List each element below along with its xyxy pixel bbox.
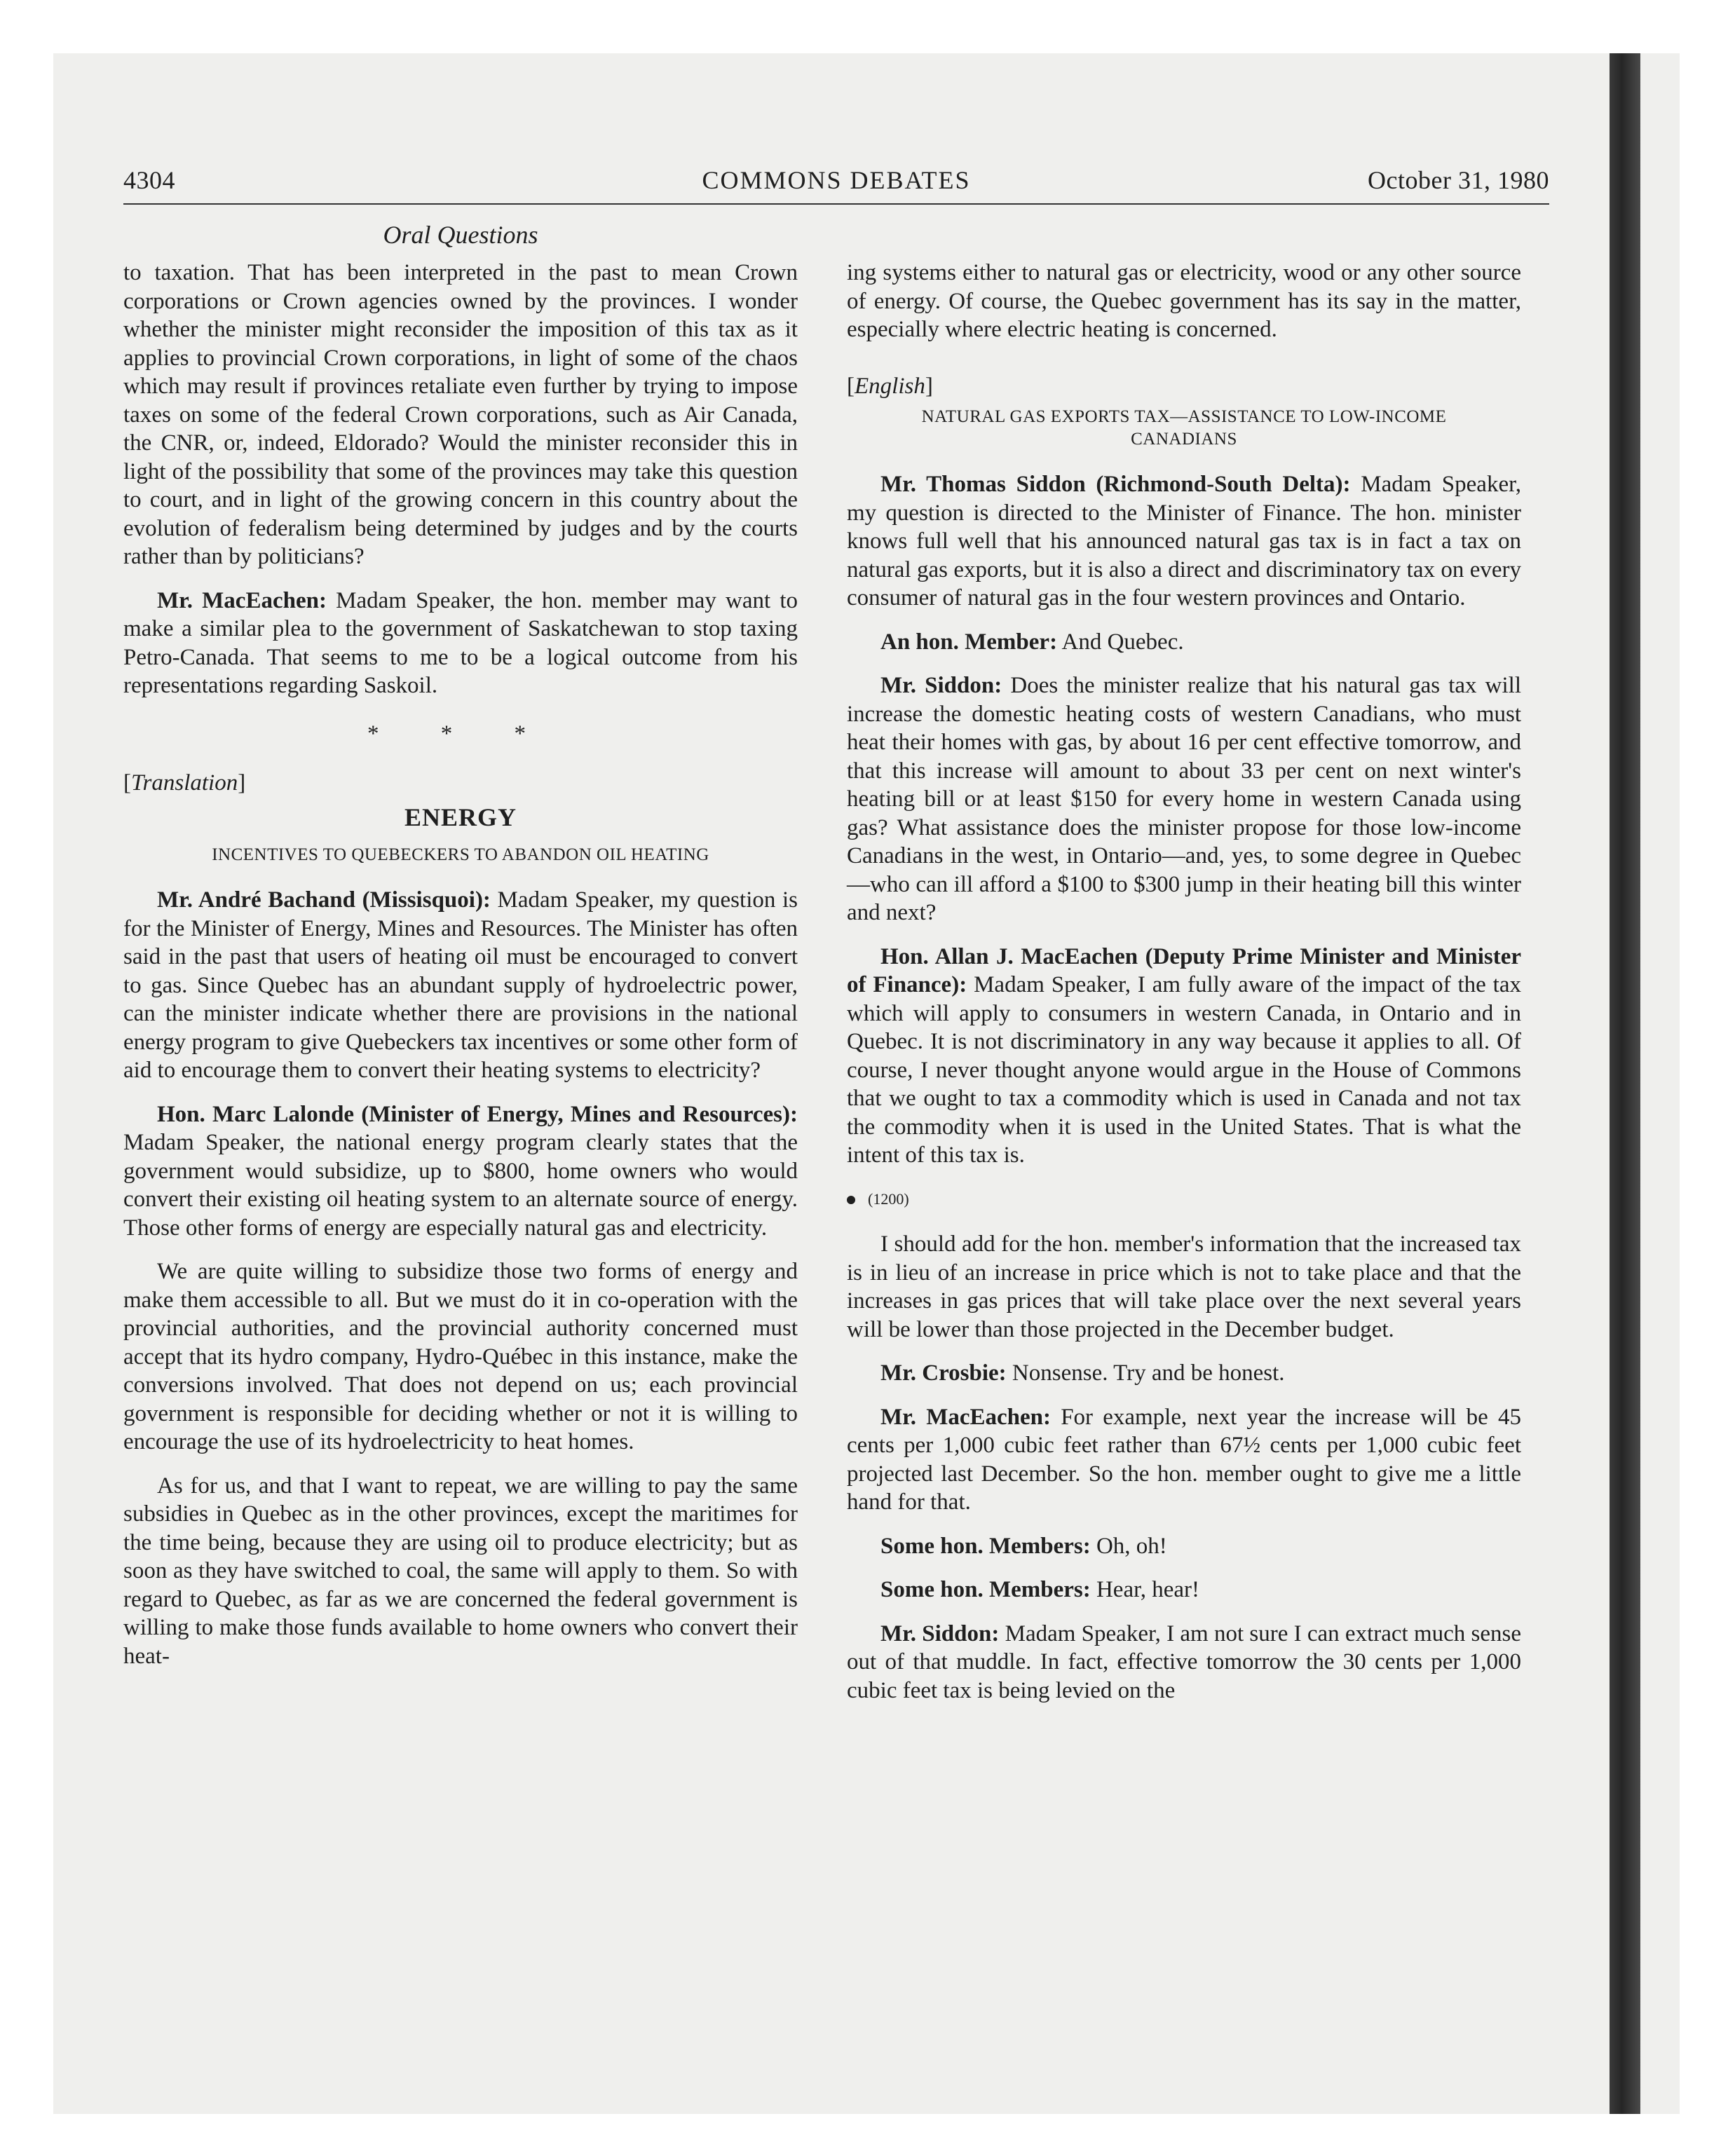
scan-edge-shadow [1610, 53, 1640, 2114]
speech-text: Hear, hear! [1096, 1577, 1200, 1602]
speaker-name: Mr. Siddon: [880, 673, 1002, 698]
paragraph [847, 671, 1521, 927]
paragraph [847, 1576, 1521, 1604]
section-subheading: INCENTIVES TO QUEBECKERS TO ABANDON OIL HEATING [212, 845, 709, 864]
paragraph [847, 1359, 1521, 1388]
left-column [123, 259, 798, 1686]
language-note: [Translation] [123, 770, 246, 796]
speech-text: Madam Speaker, my question is directed to the Minister of Finance. The hon. minister knows full well that his announced natural gas tax is in fact a tax on natural gas exports, but it is also a direct and discriminatory tax on every consumer of natural gas in the four western provinces and Ontario. [847, 472, 1522, 610]
paragraph [847, 1620, 1521, 1705]
speech-text: Madam Speaker, the national energy program clearly states that the government would subsidize, up to $800, home owners who would convert their existing oil heating system to an alternate source of energy. Those other forms of energy are especially natural gas and electricity. [123, 1130, 798, 1241]
speaker-name: Mr. Siddon: [880, 1621, 1000, 1646]
paragraph [123, 886, 798, 1085]
section-subheading: NATURAL GAS EXPORTS TAX—ASSISTANCE TO LOW-INCOME CANADIANS [921, 407, 1447, 449]
paragraph: I should add for the hon. member's information that the increased tax is in lieu of an increase in price which is not to take place and that the increases in gas prices that will take place over the next several years will be lower than those projected in the December budget. [847, 1231, 1521, 1342]
speaker-name: Mr. Thomas Siddon (Richmond-South Delta): [880, 472, 1351, 497]
paragraph [847, 470, 1521, 613]
paragraph: As for us, and that I want to repeat, we are willing to pay the same subsidies in Quebec as in the other provinces, except the maritimes for the time being, because they are using oil to produce electricity; but as soon as they have switched to coal, the same will apply to them. So with regard to Quebec, as far as we are concerned the federal government is willing to make those funds available to home owners who convert their heat- [123, 1473, 798, 1669]
paragraph [847, 943, 1521, 1170]
speech-text: Oh, oh! [1096, 1533, 1167, 1559]
section-separator: * * * [367, 721, 554, 746]
speech-text: Nonsense. Try and be honest. [1012, 1360, 1285, 1386]
speaker-name: Some hon. Members: [880, 1577, 1091, 1602]
speech-text: Madam Speaker, I am fully aware of the impact of the tax which will apply to consumers in western Canada, in Ontario and in Quebec. It is not discriminatory in any way because it applies to all. Of course, I never thought anyone would argue in the House of Commons that we ought to tax a commodity which is used in Canada and not tax the commodity when it is used in the United States. That is what the intent of this tax is. [847, 972, 1521, 1168]
paragraph: We are quite willing to subsidize those two forms of energy and make them accessible to all. But we must do it in co-operation with the provincial authorities, and the provincial authority concerned must accept that its hydro company, Hydro-Québec in this instance, make the conversions involved. That does not depend on us; each provincial government is responsible for deciding whether or not it is willing to encourage the use of its hydroelectricity to heat homes. [123, 1259, 798, 1454]
speech-text: For example, next year the increase will be 45 cents per 1,000 cubic feet rather than 67½ cents per 1,000 cubic feet projected last December. So the hon. member ought to give me a little hand for that. [847, 1404, 1522, 1515]
paragraph: ing systems either to natural gas or electricity, wood or any other source of energy. Of course, the Quebec government has its say in the matter, especially where electric heating is concerned. [847, 260, 1521, 342]
publication-title: COMMONS DEBATES [702, 166, 971, 194]
paragraph: to taxation. That has been interpreted in the past to mean Crown corporations or Crown agencies owned by the provinces. I wonder whether the minister might reconsider the imposition of this tax as it applies to provincial Crown corporations, in light of some of the chaos which may result if provinces retaliate even further by trying to impose taxes on some of the federal Crown corporations, such as Air Canada, the CNR, or, indeed, Eldorado? Would the minister reconsider this in light of the possibility that some of the provinces may take this question to court, and in light of the growing concern in this country about the evolution of federalism being determined by judges and by the courts rather than by politicians? [123, 260, 798, 569]
language-note: [English] [847, 373, 933, 399]
speaker-name: Mr. André Bachand (Missisquoi): [157, 887, 491, 913]
time-marker: (1200) [847, 1185, 1521, 1214]
paragraph [123, 587, 798, 700]
paragraph [123, 1100, 798, 1243]
speaker-name: Some hon. Members: [880, 1533, 1091, 1559]
speech-text: Madam Speaker, the hon. member may want to make a similar plea to the government of Saskatchewan to stop taxing Petro-Canada. That seems to me to be a logical outcome from his representations regarding Saskoil. [123, 587, 798, 698]
speaker-name: Mr. Crosbie: [880, 1360, 1007, 1386]
speech-text: Madam Speaker, I am not sure I can extract much sense out of that muddle. In fact, effective tomorrow the 30 cents per 1,000 cubic feet tax is being levied on the [847, 1621, 1521, 1703]
bullet-icon [847, 1196, 855, 1204]
speaker-name: Hon. Allan J. MacEachen (Deputy Prime Minister and Minister of Finance): [847, 943, 1521, 997]
speaker-name: Mr. MacEachen: [880, 1404, 1051, 1430]
running-head: Oral Questions [383, 221, 538, 249]
speaker-name: An hon. Member: [880, 629, 1058, 655]
paragraph [847, 1532, 1521, 1561]
right-column [847, 259, 1521, 1720]
page-header [123, 165, 1549, 205]
speaker-name: Hon. Marc Lalonde (Minister of Energy, Mines and Resources): [157, 1101, 798, 1127]
issue-date: October 31, 1980 [1368, 166, 1549, 194]
speech-text: And Quebec. [1061, 629, 1184, 655]
speaker-name: Mr. MacEachen: [157, 587, 327, 613]
speech-text: Does the minister realize that his natural gas tax will increase the domestic heating costs of western Canadians, who must heat their homes with gas, by about 16 per cent effective tomorrow, and that this increase will amount to about 33 per cent on next winter's heating bill or at least $150 for every home in western Canada using gas? What assistance does the minister propose for those low-income Canadians in the west, in Ontario—and, yes, to some degree in Quebec—who can ill afford a $100 to $300 jump in their heating bill this winter and next? [847, 673, 1521, 925]
speech-text: Madam Speaker, my question is for the Minister of Energy, Mines and Resources. The Minister has often said in the past that users of heating oil must be encouraged to convert to gas. Since Quebec has an abundant supply of hydroelectric power, can the minister indicate whether there are provisions in the national energy program to give Quebeckers tax incentives or some other form of aid to encourage them to convert their heating systems to electricity? [123, 887, 798, 1083]
section-heading: ENERGY [404, 803, 517, 831]
paragraph [847, 1403, 1521, 1517]
paragraph [847, 628, 1521, 657]
page-number: 4304 [123, 166, 175, 194]
